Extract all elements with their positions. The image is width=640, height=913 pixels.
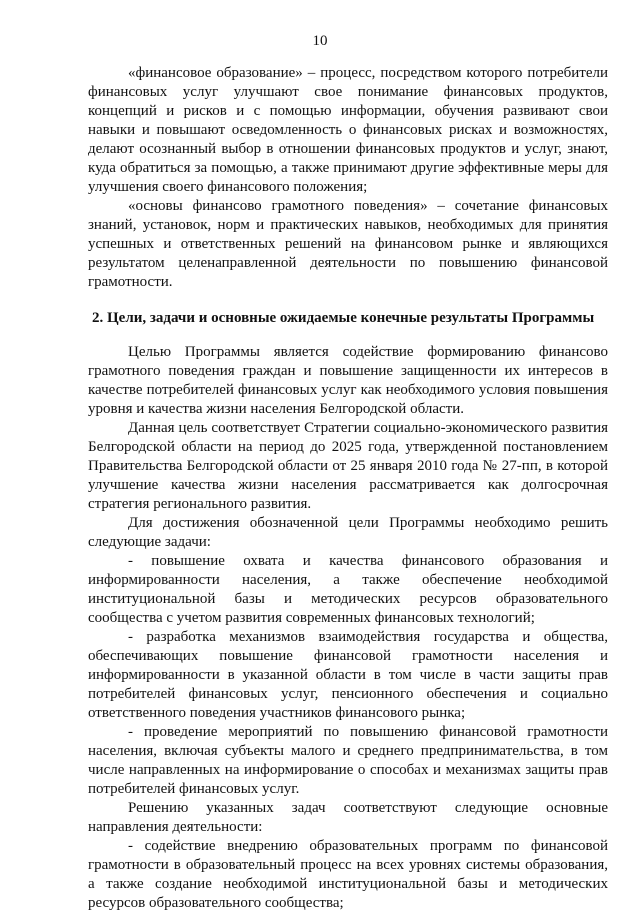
- paragraph-directions-intro: Решению указанных задач соответствуют следующие основные направления деятельности:: [88, 800, 608, 835]
- page-number: 10: [312, 33, 328, 49]
- paragraph-strategy-correspondence: Данная цель соответствует Стратегии социально-экономического развития Белгородской области на период до 2025 года, утвержденной постановлением Правительства Белгородской области от 25 января 2010 года № 27-пп, в которой улучшение качества жизни населения рассматривается как долгосрочная стратегия регионального развития.: [88, 420, 608, 512]
- paragraph-tasks-intro: Для достижения обозначенной цели Программы необходимо решить следующие задачи:: [88, 515, 608, 550]
- paragraph-financial-education-definition: «финансовое образование» – процесс, посредством которого потребители финансовых услуг улучшают свое понимание финансовых продуктов, концепций и рисков и с помощью информации, обучения развивают свои навыки и повышают осведомленность о финансовых рисках и возможностях, делают осознанный выбор в отношении финансовых продуктов и услуг, знают, куда обратиться за помощью, а также принимают другие эффективные меры для улучшения своего финансового положения;: [88, 65, 608, 195]
- list-item-task: - повышение охвата и качества финансового образования и информированности населения, а также обеспечение необходимой институциональной базы и методических ресурсов образовательного сообщества с учетом развития современных финансовых технологий;: [88, 553, 608, 626]
- document-body: [88, 64, 608, 913]
- section-heading: 2. Цели, задачи и основные ожидаемые конечные результаты Программы: [92, 310, 595, 326]
- paragraph-program-goal: Целью Программы является содействие формированию финансово грамотного поведения граждан и повышение защищенности их интересов в качестве потребителей финансовых услуг как необходимого условия повышения уровня и качества жизни населения Белгородской области.: [88, 344, 608, 417]
- list-item-task: - проведение мероприятий по повышению финансовой грамотности населения, включая субъекты малого и среднего предпринимательства, в том числе направленных на информирование о способах и механизмах защиты прав потребителей финансовых услуг.: [88, 724, 608, 797]
- list-item-task: - разработка механизмов взаимодействия государства и общества, обеспечивающих повышение финансовой грамотности населения и информированности в указанной области в том числе в части защиты прав потребителей финансовых услуг, пенсионного обеспечения и социально ответственного поведения участников финансового рынка;: [88, 629, 608, 721]
- list-item-direction: - содействие внедрению образовательных программ по финансовой грамотности в образовательный процесс на всех уровнях системы образования, а также создание необходимой институциональной базы и методических ресурсов образовательного сообщества;: [88, 838, 608, 911]
- paragraph-financial-behavior-definition: «основы финансово грамотного поведения» – сочетание финансовых знаний, установок, норм и практических навыков, необходимых для принятия успешных и ответственных решений на финансовом рынке и являющихся результатом целенаправленной деятельности по повышению финансовой грамотности.: [88, 198, 608, 290]
